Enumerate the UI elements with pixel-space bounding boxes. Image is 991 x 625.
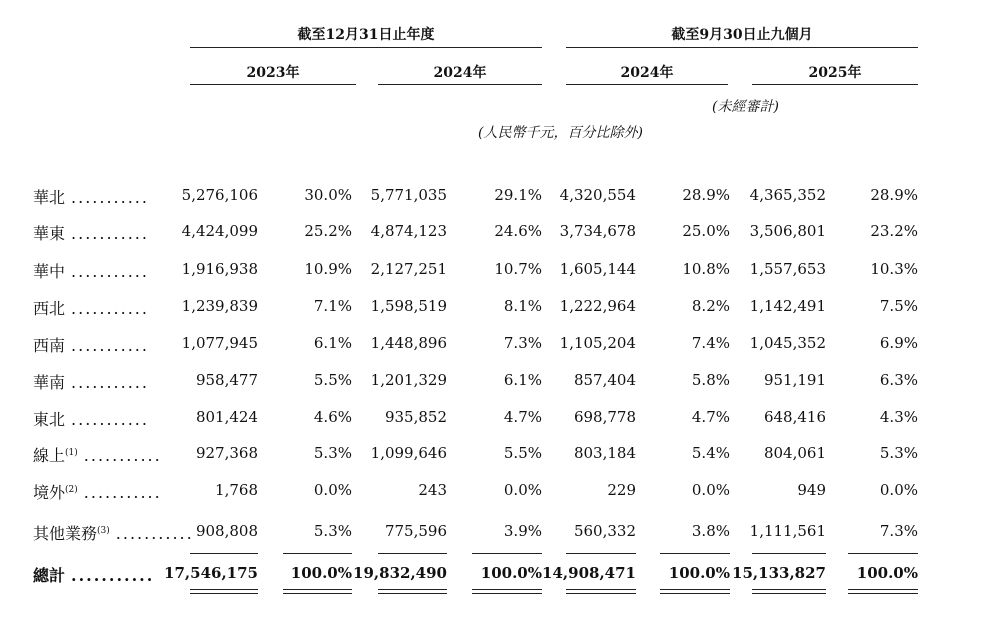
amount-cell: 17,546,175 <box>164 564 258 582</box>
row-label <box>33 480 162 503</box>
total-double-rule <box>378 593 447 594</box>
amount-cell: 1,142,491 <box>749 297 826 315</box>
amount-cell: 804,061 <box>763 444 826 462</box>
row-label <box>33 563 154 586</box>
percent-cell: 100.0% <box>668 564 730 582</box>
percent-cell: 7.1% <box>313 297 352 315</box>
year-header: 2023年 <box>246 65 300 81</box>
percent-cell: 100.0% <box>290 564 352 582</box>
amount-cell: 803,184 <box>573 444 636 462</box>
amount-cell: 1,077,945 <box>181 334 258 352</box>
amount-cell: 1,605,144 <box>559 260 636 278</box>
percent-cell: 8.1% <box>503 297 542 315</box>
amount-cell: 698,778 <box>573 408 636 426</box>
footnote-marker: (2) <box>65 485 78 495</box>
amount-cell: 19,832,490 <box>353 564 447 582</box>
total-double-rule <box>660 589 730 590</box>
subtotal-rule <box>190 553 258 554</box>
leader-dots: ........... <box>83 446 162 465</box>
row-label-text: 西北 <box>33 299 66 318</box>
percent-cell: 4.3% <box>879 408 918 426</box>
leader-dots: ........... <box>71 262 149 281</box>
amount-cell: 1,201,329 <box>370 371 447 389</box>
percent-cell: 6.9% <box>879 334 918 352</box>
leader-dots: ........... <box>71 336 149 355</box>
row-label-text: 境外 <box>33 483 66 502</box>
percent-cell: 4.7% <box>691 408 730 426</box>
percent-cell: 29.1% <box>494 186 542 204</box>
percent-cell: 10.8% <box>682 260 730 278</box>
leader-dots: ........... <box>71 299 149 318</box>
percent-cell: 4.7% <box>503 408 542 426</box>
leader-dots: ........... <box>71 224 149 243</box>
percent-cell: 5.5% <box>313 371 352 389</box>
amount-cell: 5,276,106 <box>181 186 258 204</box>
year-header-rule <box>378 84 542 85</box>
percent-cell: 0.0% <box>503 481 542 499</box>
amount-cell: 1,448,896 <box>370 334 447 352</box>
amount-cell: 3,734,678 <box>559 222 636 240</box>
amount-cell: 1,045,352 <box>749 334 826 352</box>
total-double-rule <box>283 589 352 590</box>
amount-cell: 1,598,519 <box>370 297 447 315</box>
year-header: 2025年 <box>808 65 862 81</box>
total-double-rule <box>190 593 258 594</box>
amount-cell: 648,416 <box>763 408 826 426</box>
percent-cell: 28.9% <box>682 186 730 204</box>
group-header-rule <box>566 47 918 48</box>
total-double-rule <box>190 589 258 590</box>
year-header-rule <box>566 84 728 85</box>
amount-cell: 4,365,352 <box>749 186 826 204</box>
footnote-marker: (1) <box>65 448 78 458</box>
total-double-rule <box>752 589 826 590</box>
row-label <box>33 370 149 393</box>
row-label-text: 西南 <box>33 336 66 355</box>
unaudited-note: (未經審計) <box>712 99 779 115</box>
amount-cell: 951,191 <box>763 371 826 389</box>
percent-cell: 7.3% <box>503 334 542 352</box>
row-label-text: 總計 <box>33 566 66 585</box>
leader-dots: ........... <box>83 483 162 502</box>
year-header: 2024年 <box>433 65 487 81</box>
amount-cell: 4,320,554 <box>559 186 636 204</box>
percent-cell: 4.6% <box>313 408 352 426</box>
leader-dots: ........... <box>71 188 149 207</box>
amount-cell: 3,506,801 <box>749 222 826 240</box>
amount-cell: 908,808 <box>195 522 258 540</box>
total-double-rule <box>566 593 636 594</box>
row-label-text: 其他業務 <box>33 524 98 543</box>
percent-cell: 5.5% <box>503 444 542 462</box>
percent-cell: 5.3% <box>879 444 918 462</box>
percent-cell: 0.0% <box>691 481 730 499</box>
amount-cell: 1,557,653 <box>749 260 826 278</box>
amount-cell: 935,852 <box>384 408 447 426</box>
total-double-rule <box>752 593 826 594</box>
row-label-text: 華北 <box>33 188 66 207</box>
percent-cell: 24.6% <box>494 222 542 240</box>
amount-cell: 229 <box>607 481 636 499</box>
amount-cell: 5,771,035 <box>370 186 447 204</box>
percent-cell: 7.4% <box>691 334 730 352</box>
row-label <box>33 259 149 282</box>
percent-cell: 5.8% <box>691 371 730 389</box>
amount-cell: 243 <box>418 481 447 499</box>
total-double-rule <box>472 589 542 590</box>
amount-cell: 949 <box>797 481 826 499</box>
amount-cell: 1,239,839 <box>181 297 258 315</box>
subtotal-rule <box>848 553 918 554</box>
subtotal-rule <box>752 553 826 554</box>
amount-cell: 927,368 <box>195 444 258 462</box>
row-label <box>33 443 162 466</box>
row-label <box>33 185 149 208</box>
percent-cell: 5.3% <box>313 444 352 462</box>
percent-cell: 0.0% <box>879 481 918 499</box>
leader-dots: ........... <box>71 373 149 392</box>
amount-cell: 14,908,471 <box>542 564 636 582</box>
row-label-text: 華中 <box>33 262 66 281</box>
amount-cell: 1,916,938 <box>181 260 258 278</box>
row-label <box>33 407 149 430</box>
total-double-rule <box>283 593 352 594</box>
subtotal-rule <box>660 553 730 554</box>
percent-cell: 6.1% <box>503 371 542 389</box>
amount-cell: 1,111,561 <box>749 522 826 540</box>
row-label <box>33 221 149 244</box>
percent-cell: 25.0% <box>682 222 730 240</box>
row-label-text: 東北 <box>33 410 66 429</box>
percent-cell: 10.3% <box>870 260 918 278</box>
amount-cell: 1,105,204 <box>559 334 636 352</box>
year-header-rule <box>190 84 356 85</box>
percent-cell: 30.0% <box>304 186 352 204</box>
total-double-rule <box>848 589 918 590</box>
percent-cell: 6.1% <box>313 334 352 352</box>
percent-cell: 5.3% <box>313 522 352 540</box>
row-label-text: 線上 <box>33 446 66 465</box>
percent-cell: 100.0% <box>856 564 918 582</box>
percent-cell: 7.3% <box>879 522 918 540</box>
year-header-rule <box>752 84 918 85</box>
percent-cell: 3.8% <box>691 522 730 540</box>
percent-cell: 0.0% <box>313 481 352 499</box>
amount-cell: 775,596 <box>384 522 447 540</box>
amount-cell: 857,404 <box>573 371 636 389</box>
leader-dots: ........... <box>115 524 194 543</box>
amount-cell: 4,874,123 <box>370 222 447 240</box>
row-label <box>33 296 149 319</box>
leader-dots: ........... <box>71 566 155 585</box>
row-label-text: 華南 <box>33 373 66 392</box>
amount-cell: 801,424 <box>195 408 258 426</box>
percent-cell: 8.2% <box>691 297 730 315</box>
percent-cell: 6.3% <box>879 371 918 389</box>
percent-cell: 10.7% <box>494 260 542 278</box>
total-double-rule <box>660 593 730 594</box>
percent-cell: 28.9% <box>870 186 918 204</box>
amount-cell: 560,332 <box>573 522 636 540</box>
footnote-marker: (3) <box>97 526 110 536</box>
amount-cell: 15,133,827 <box>732 564 826 582</box>
amount-cell: 2,127,251 <box>370 260 447 278</box>
amount-cell: 1,099,646 <box>370 444 447 462</box>
percent-cell: 7.5% <box>879 297 918 315</box>
percent-cell: 5.4% <box>691 444 730 462</box>
total-double-rule <box>566 589 636 590</box>
percent-cell: 3.9% <box>503 522 542 540</box>
group-header-nine-months: 截至9月30日止九個月 <box>671 27 813 43</box>
amount-cell: 958,477 <box>195 371 258 389</box>
percent-cell: 100.0% <box>480 564 542 582</box>
amount-cell: 4,424,099 <box>181 222 258 240</box>
group-header-rule <box>190 47 542 48</box>
group-header-fiscal-year: 截至12月31日止年度 <box>297 27 435 43</box>
percent-cell: 25.2% <box>304 222 352 240</box>
unit-note: (人民幣千元，百分比除外) <box>478 125 643 141</box>
amount-cell: 1,222,964 <box>559 297 636 315</box>
subtotal-rule <box>472 553 542 554</box>
total-double-rule <box>378 589 447 590</box>
total-double-rule <box>472 593 542 594</box>
row-label-text: 華東 <box>33 224 66 243</box>
subtotal-rule <box>378 553 447 554</box>
subtotal-rule <box>566 553 636 554</box>
year-header: 2024年 <box>620 65 674 81</box>
amount-cell: 1,768 <box>215 481 258 499</box>
percent-cell: 23.2% <box>870 222 918 240</box>
leader-dots: ........... <box>71 410 149 429</box>
subtotal-rule <box>283 553 352 554</box>
percent-cell: 10.9% <box>304 260 352 278</box>
row-label <box>33 333 149 356</box>
total-double-rule <box>848 593 918 594</box>
